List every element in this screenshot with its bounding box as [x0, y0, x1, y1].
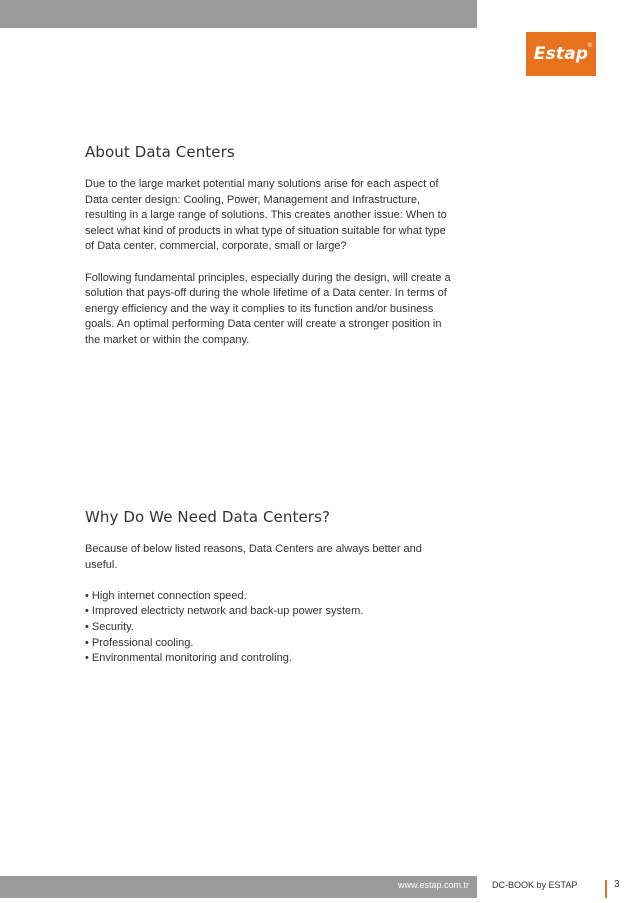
list-item: • Professional cooling.	[85, 636, 455, 652]
footer	[0, 876, 638, 903]
estap-logo	[526, 32, 596, 76]
paragraph: Because of below listed reasons, Data Centers are always better and useful.	[85, 543, 422, 571]
page-number: 3	[614, 879, 620, 890]
footer-bar	[0, 876, 477, 898]
list-item: • High internet connection speed.	[85, 589, 455, 605]
list-item: • Security.	[85, 620, 455, 636]
logo-text: Estap	[533, 44, 589, 64]
paragraph: Following fundamental principles, especially during the design, will create a solution that pays-off during the whole lifetime of a Data center. In terms of energy efficiency and the way it complies to its function and/or business goals. An optimal performing Data center will create a stronger position in the market or within the company.	[85, 271, 451, 346]
paragraph: Due to the large market potential many solutions arise for each aspect of Data center design: Cooling, Power, Management and Infrastructure, resulting in a large range of solutions. This creates another issue: When to select what kind of products in what type of situation suitable for what type of Data center, commercial, corporate, small or large?	[85, 178, 447, 253]
book-title: DC-BOOK by ESTAP	[492, 880, 578, 890]
registered-mark: ®	[587, 42, 593, 49]
list-item: • Improved electricty network and back-up power system.	[85, 604, 455, 620]
section-about-data-centers	[85, 143, 455, 364]
section-title: About Data Centers	[85, 143, 235, 161]
list-item: • Environmental monitoring and controling.	[85, 651, 455, 667]
footer-divider	[605, 880, 607, 898]
reasons-list	[85, 589, 455, 667]
header-bar	[0, 0, 477, 28]
section-title: Why Do We Need Data Centers?	[85, 508, 331, 526]
website-link[interactable]: www.estap.com.tr	[397, 880, 469, 890]
section-why-data-centers	[85, 508, 455, 667]
